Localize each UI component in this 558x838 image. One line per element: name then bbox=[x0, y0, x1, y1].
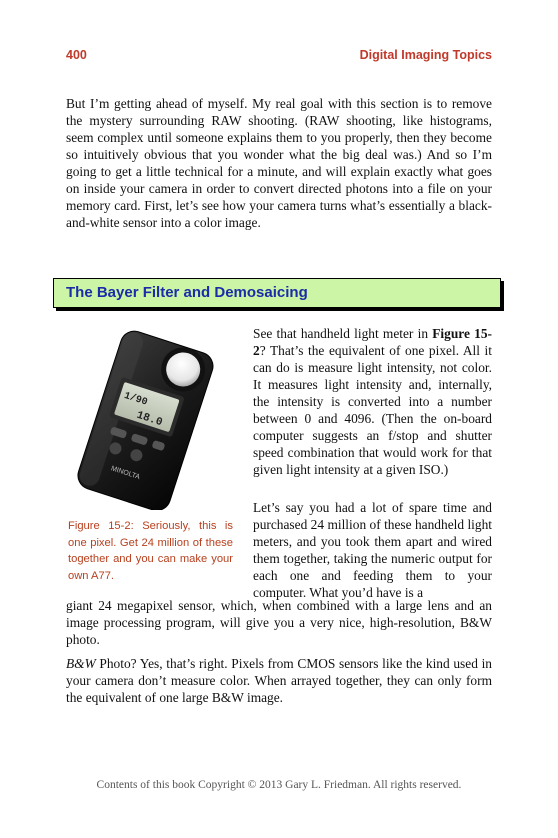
body-paragraph-1 bbox=[253, 325, 492, 478]
lcd-top-value: 1/90 bbox=[122, 390, 149, 409]
section-title: The Bayer Filter and Demosaicing bbox=[66, 284, 308, 301]
running-title: Digital Imaging Topics bbox=[359, 48, 492, 62]
light-meter-photo bbox=[66, 330, 236, 510]
lcd-bottom-value: 18.0 bbox=[134, 409, 164, 430]
copyright-footer: Contents of this book Copyright © 2013 Gary L. Friedman. All rights reserved. bbox=[96, 779, 462, 791]
body-paragraph-3 bbox=[66, 655, 492, 706]
body-paragraph-2-continued: giant 24 megapixel sensor, which, when combined with a large lens and an image processing program, will give you a very nice, high-resolution, B&W photo. bbox=[66, 598, 492, 647]
light-meter-illustration bbox=[66, 330, 236, 510]
bw-italic: B&W bbox=[66, 656, 96, 671]
body-paragraph-2-column: Let’s say you had a lot of spare time and purchased 24 million of these handheld light meters, and you took them apart and wired them together, taking the numeric output for each one and feeding them to your computer. What you’d have is a bbox=[253, 500, 492, 600]
intro-paragraph: But I’m getting ahead of myself. My real goal with this section is to remove the mystery surrounding RAW shooting. (RAW shooting, like histograms, seem complex until someone explains them to you properly, then they become so intuitively obvious that you wonder what the big deal was.) And so I’m going to get a little technical for a minute, and will explain exactly what goes on inside your camera in order to convert directed photons into a file on your memory card. First, let’s see how your camera turns what’s essentially a black-and-white sensor into a color image. bbox=[66, 96, 492, 230]
figure-caption: Figure 15-2: Seriously, this is one pixel. Get 24 million of these together and you can make your own A77. bbox=[68, 520, 233, 582]
p1-after: ? That’s the equivalent of one pixel. All it can do is measure light intensity, not color. It measures light intensity and, internally, the intensity is converted into a number between 0 and 4096. (Then the on-board computer suggests an f/stop and shutter speed combination that would work for that given light intensity at a given ISO.) bbox=[253, 343, 492, 477]
brand-label: MINOLTA bbox=[109, 465, 141, 482]
p1-before: See that handheld light meter in bbox=[253, 326, 433, 341]
p3-text: Photo? Yes, that’s right. Pixels from CMOS sensors like the kind used in your camera don’t measure color. When arrayed together, they can only form the equivalent of one large B&W image. bbox=[66, 656, 492, 705]
page-number: 400 bbox=[66, 48, 87, 62]
section-heading-bar bbox=[53, 278, 501, 308]
figure-reference: Figure 15-2 bbox=[253, 326, 492, 358]
